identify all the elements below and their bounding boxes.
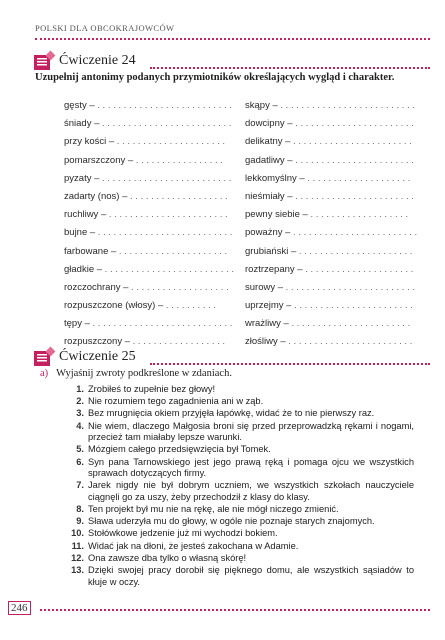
antonym-item: skąpy – . . . . . . . . . . . . . . . . . . . . . . . . . .: [245, 100, 415, 111]
antonym-item: gadatliwy – . . . . . . . . . . . . . . . . . . . . . . .: [245, 154, 414, 166]
antonym-item: pyzaty – . . . . . . . . . . . . . . . . . . . . . . . . .: [64, 172, 232, 184]
antonym-item: złośliwy – . . . . . . . . . . . . . . . . . . . . . . . .: [245, 336, 413, 348]
antonym-item: bujne – . . . . . . . . . . . . . . . . . . . . . . . . . .: [64, 227, 233, 239]
sentence-item: 10. Stołówkowe jedzenie już mi wychodzi bokiem.: [71, 528, 278, 539]
antonym-item: farbowane – . . . . . . . . . . . . . . . . . . . . .: [64, 245, 228, 257]
antonym-item: pewny siebie – . . . . . . . . . . . . . . . . . . .: [245, 209, 409, 221]
sentence-item: 2. Nie rozumiem tego zagadnienia ani w ząb.: [76, 396, 264, 407]
subtask-instruction: Wyjaśnij zwroty podkreślone w zdaniach.: [56, 368, 232, 379]
exercise-25-subtask: [40, 368, 232, 379]
antonym-item: rozpuszczone (włosy) – . . . . . . . . . .: [64, 300, 217, 312]
footer-dotted-rule: [40, 609, 430, 611]
antonym-item: grubiański – . . . . . . . . . . . . . . . . . . . . . .: [245, 245, 413, 257]
antonym-item: zadarty (nos) – . . . . . . . . . . . . . . . . . . .: [64, 190, 228, 202]
antonym-item: roztrzepany – . . . . . . . . . . . . . . . . . . . . .: [245, 263, 414, 275]
antonyms-left-column: [64, 97, 235, 352]
header-dotted-rule: [35, 38, 430, 40]
antonym-item: delikatny – . . . . . . . . . . . . . . . . . . . . . . .: [245, 136, 412, 148]
exercise-24-dotted-rule: [150, 67, 430, 69]
sentence-item: 11. Widać jak na dłoni, że jesteś zakochana w Adamie.: [71, 540, 299, 551]
sentence-item: 4. Nie wiem, dlaczego Małgosia broni się przed przeprowadzką rękami i nogami, przecież tam miałaby lepsze warunki.: [76, 420, 414, 443]
antonym-item: gęsty – . . . . . . . . . . . . . . . . . . . . . . . . . .: [64, 100, 232, 111]
exercise-24-instruction: Uzupełnij antonimy podanych przymiotników określających wygląd i charakter.: [35, 72, 395, 83]
sentence-item: 5. Mózgiem całego przedsięwzięcia był Tomek.: [76, 444, 271, 455]
exercise-icon: [34, 55, 50, 70]
antonym-item: surowy – . . . . . . . . . . . . . . . . . . . . . . . . .: [245, 281, 415, 293]
antonym-item: gładkie – . . . . . . . . . . . . . . . . . . . . . . . . .: [64, 263, 235, 275]
antonym-item: pomarszczony – . . . . . . . . . . . . . . . . .: [64, 154, 223, 166]
antonym-item: śniady – . . . . . . . . . . . . . . . . . . . . . . . . .: [64, 118, 232, 130]
exercise-24-title: Ćwiczenie 24: [59, 53, 136, 68]
sentence-item: 7. Jarek nigdy nie był dobrym uczniem, we wszystkich szkołach nauczyciele ciągnęli go za uszy, żeby przechodził z klasy do klasy.: [76, 480, 414, 502]
sentence-item: 12. Ona zawsze dba tylko o własną skórę!: [71, 552, 247, 563]
antonym-item: rozpuszczony – . . . . . . . . . . . . . . . . . .: [64, 336, 226, 348]
antonym-item: dowcipny – . . . . . . . . . . . . . . . . . . . . . . .: [245, 118, 414, 130]
sentence-item: 6. Syn pana Tarnowskiego jest jego prawą ręką i pomaga ojcu we wszystkich sprawach dotyczących firmy.: [76, 456, 414, 479]
running-header: POLSKI DLA OBCOKRAJOWCÓW: [35, 23, 175, 33]
sentence-list: [71, 384, 414, 589]
sentence-item: 8. Ten projekt był mu nie na rękę, ale nie mógł niczego zmienić.: [76, 504, 339, 515]
subtask-label: a): [40, 368, 49, 379]
sentence-item: 13. Dzięki swojej pracy dorobił się pięknego domu, ale wszystkich sąsiadów to kłuje w oczy.: [71, 565, 414, 587]
antonym-item: wrażliwy – . . . . . . . . . . . . . . . . . . . . . . .: [245, 318, 411, 330]
sentence-item: 9. Sława uderzyła mu do głowy, w ogóle nie poznaje starych znajomych.: [76, 516, 375, 527]
antonym-item: uprzejmy – . . . . . . . . . . . . . . . . . . . . . . .: [245, 300, 413, 312]
page-number: 246: [8, 601, 31, 615]
exercise-25-title: Ćwiczenie 25: [59, 349, 136, 364]
exercise-25-dotted-rule: [150, 363, 430, 365]
antonym-item: nieśmiały – . . . . . . . . . . . . . . . . . . . . . . .: [245, 190, 414, 202]
antonym-item: tępy – . . . . . . . . . . . . . . . . . . . . . . . . . . .: [64, 318, 233, 330]
antonym-item: ruchliwy – . . . . . . . . . . . . . . . . . . . . . . .: [64, 209, 228, 221]
antonym-item: rozczochrany – . . . . . . . . . . . . . . . . . . .: [64, 281, 229, 293]
antonym-item: przy kości – . . . . . . . . . . . . . . . . . . . . .: [64, 136, 226, 148]
sentence-item: 1. Zrobiłeś to zupełnie bez głowy!: [76, 384, 216, 394]
antonyms-right-column: [245, 97, 418, 352]
exercise-icon: [34, 351, 50, 366]
sentence-item: 3. Bez mrugnięcia okiem przyjęła łapówkę, widać że to nie pierwszy raz.: [76, 408, 375, 419]
antonym-item: lekkomyślny – . . . . . . . . . . . . . . . . . . . .: [245, 172, 411, 184]
antonym-item: poważny – . . . . . . . . . . . . . . . . . . . . . . . .: [245, 227, 418, 239]
